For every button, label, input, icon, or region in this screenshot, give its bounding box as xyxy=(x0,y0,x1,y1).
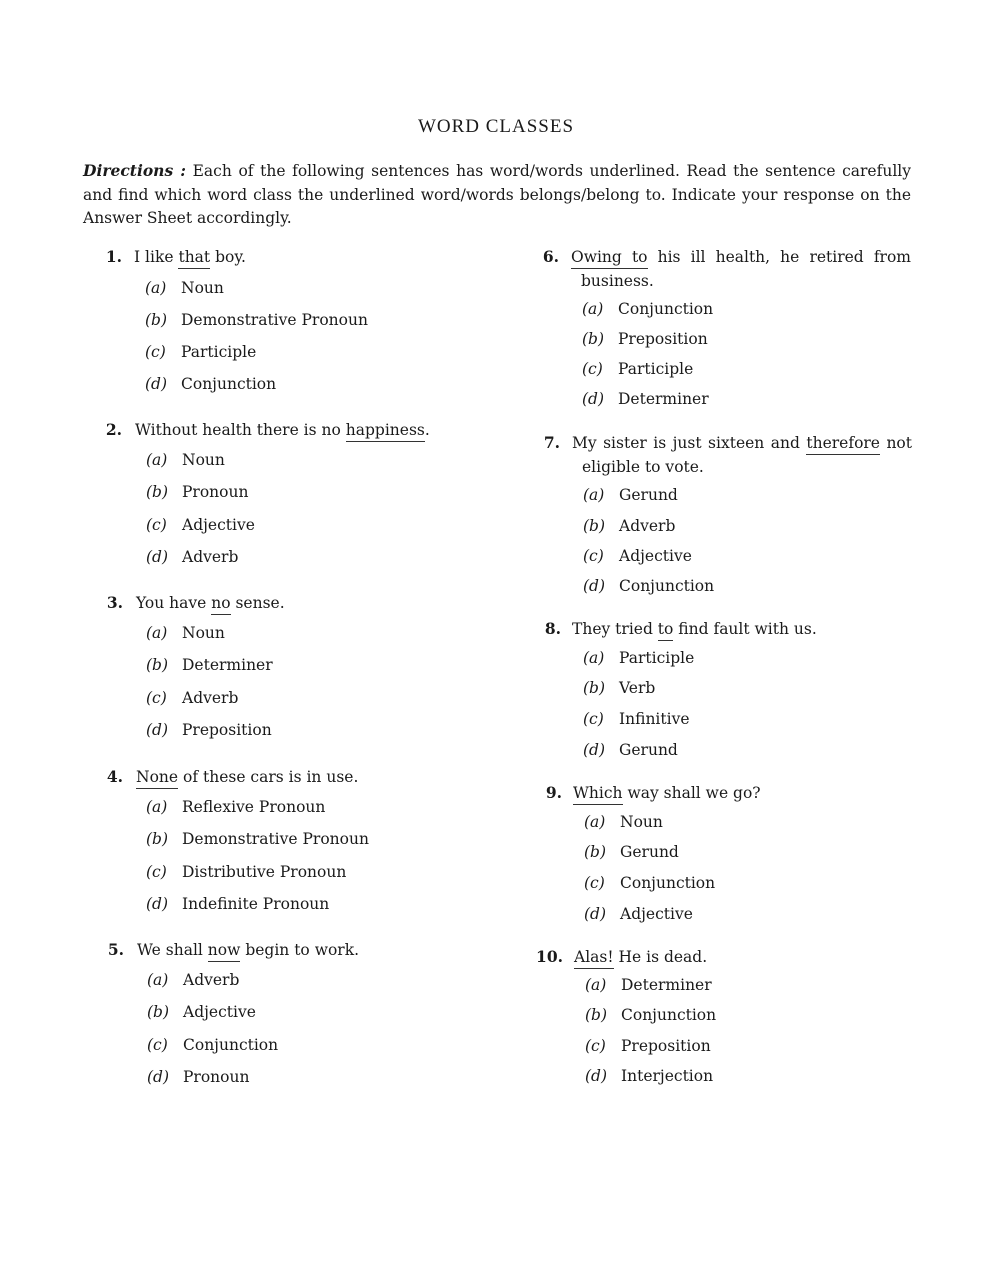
page-title: WORD CLASSES xyxy=(417,116,575,137)
option-text: Adjective xyxy=(620,905,693,923)
option-text: Noun xyxy=(181,279,224,297)
option-letter: (d) xyxy=(582,390,605,408)
option-letter: (c) xyxy=(146,863,167,881)
option-letter: (d) xyxy=(583,741,606,759)
option-text: Adverb xyxy=(182,548,239,566)
question-stem xyxy=(571,245,911,293)
option-text: Adjective xyxy=(619,547,692,565)
option-text: Adverb xyxy=(182,689,239,707)
question-stem xyxy=(572,431,912,479)
option-text: Demonstrative Pronoun xyxy=(181,311,368,329)
question-stem xyxy=(137,938,477,962)
question-number: 9. xyxy=(545,783,562,802)
stem-text: They tried xyxy=(572,620,658,638)
stem-text: sense. xyxy=(230,594,285,612)
option-letter: (d) xyxy=(146,721,169,739)
option-text: Demonstrative Pronoun xyxy=(182,830,369,848)
option-text: Participle xyxy=(619,649,695,667)
option-letter: (d) xyxy=(146,548,169,566)
option-letter: (c) xyxy=(147,1036,168,1054)
option-letter: (c) xyxy=(583,547,604,565)
question-stem xyxy=(573,781,913,805)
option-letter: (c) xyxy=(146,689,167,707)
option-letter: (c) xyxy=(585,1037,606,1055)
option-text: Noun xyxy=(620,813,663,831)
stem-text: We shall xyxy=(137,941,208,959)
option-text: Adverb xyxy=(619,517,676,535)
question-number: 6. xyxy=(542,247,559,266)
option-text: Distributive Pronoun xyxy=(182,863,347,881)
underlined-word: to xyxy=(658,620,674,641)
option-text: Adverb xyxy=(183,971,240,989)
option-text: Conjunction xyxy=(618,300,714,318)
option-letter: (c) xyxy=(584,874,605,892)
option-letter: (b) xyxy=(583,517,606,535)
option-text: Gerund xyxy=(620,843,679,861)
stem-text: his ill health, he retired from business. xyxy=(581,248,911,290)
option-letter: (d) xyxy=(584,905,607,923)
option-text: Interjection xyxy=(621,1067,714,1085)
option-letter: (d) xyxy=(146,895,169,913)
option-letter: (c) xyxy=(583,710,604,728)
question-stem xyxy=(572,617,912,641)
option-text: Conjunction xyxy=(619,577,715,595)
option-text: Infinitive xyxy=(619,710,690,728)
option-text: Conjunction xyxy=(620,874,716,892)
underlined-word: no xyxy=(211,594,230,615)
option-letter: (a) xyxy=(147,971,169,989)
question-stem xyxy=(574,945,914,969)
option-text: Pronoun xyxy=(182,483,249,501)
option-letter: (a) xyxy=(582,300,604,318)
question-number: 10. xyxy=(536,947,563,966)
option-text: Determiner xyxy=(182,656,273,674)
option-letter: (b) xyxy=(582,330,605,348)
stem-text: boy. xyxy=(210,248,246,266)
option-letter: (b) xyxy=(145,311,168,329)
option-text: Pronoun xyxy=(183,1068,250,1086)
option-letter: (b) xyxy=(584,843,607,861)
option-letter: (a) xyxy=(145,279,167,297)
option-letter: (c) xyxy=(582,360,603,378)
question-number: 5. xyxy=(107,940,124,959)
option-letter: (d) xyxy=(585,1067,608,1085)
option-text: Conjunction xyxy=(621,1006,717,1024)
option-letter: (c) xyxy=(145,343,166,361)
option-text: Noun xyxy=(182,624,225,642)
stem-text: My sister is just sixteen and xyxy=(572,434,807,452)
option-text: Preposition xyxy=(621,1037,711,1055)
option-letter: (a) xyxy=(583,649,605,667)
option-text: Gerund xyxy=(619,741,678,759)
stem-text: begin to work. xyxy=(240,941,360,959)
option-text: Verb xyxy=(619,679,656,697)
option-text: Participle xyxy=(181,343,257,361)
option-letter: (b) xyxy=(146,483,169,501)
option-letter: (d) xyxy=(583,577,606,595)
stem-text: not eligible to vote. xyxy=(582,434,912,476)
underlined-word: None xyxy=(136,768,178,789)
underlined-word: that xyxy=(178,248,210,269)
question-number: 1. xyxy=(105,247,122,266)
option-text: Noun xyxy=(182,451,225,469)
option-letter: (b) xyxy=(146,830,169,848)
option-letter: (d) xyxy=(145,375,168,393)
option-letter: (a) xyxy=(146,624,168,642)
option-text: Conjunction xyxy=(183,1036,279,1054)
underlined-word: now xyxy=(208,941,241,962)
option-text: Gerund xyxy=(619,486,678,504)
underlined-word: Owing to xyxy=(571,248,648,269)
underlined-word: Which xyxy=(573,784,623,805)
question-stem xyxy=(136,765,476,789)
stem-text: . xyxy=(424,421,430,439)
option-text: Adjective xyxy=(183,1003,256,1021)
option-text: Preposition xyxy=(618,330,708,348)
question-number: 4. xyxy=(106,767,123,786)
option-letter: (a) xyxy=(584,813,606,831)
question-number: 7. xyxy=(543,433,560,452)
question-number: 2. xyxy=(105,420,122,439)
question-number: 3. xyxy=(106,593,123,612)
underlined-word: therefore xyxy=(806,434,880,455)
underlined-word: happiness xyxy=(346,421,425,442)
option-letter: (b) xyxy=(147,1003,170,1021)
stem-text: He is dead. xyxy=(613,948,708,966)
option-text: Determiner xyxy=(618,390,709,408)
underlined-word: Alas! xyxy=(574,948,614,969)
question-stem xyxy=(135,418,475,442)
option-text: Adjective xyxy=(182,516,255,534)
stem-text: Without health there is no xyxy=(135,421,346,439)
stem-text: way shall we go? xyxy=(622,784,761,802)
option-letter: (a) xyxy=(146,798,168,816)
option-letter: (b) xyxy=(146,656,169,674)
stem-text: I like xyxy=(134,248,179,266)
stem-text: find fault with us. xyxy=(673,620,817,638)
directions xyxy=(83,159,911,231)
option-letter: (a) xyxy=(583,486,605,504)
option-letter: (d) xyxy=(147,1068,170,1086)
question-stem xyxy=(136,591,476,615)
directions-label: Directions : xyxy=(83,161,186,180)
question-number: 8. xyxy=(544,619,561,638)
question-stem xyxy=(134,245,474,269)
option-letter: (a) xyxy=(146,451,168,469)
directions-text: Each of the following sentences has word/words underlined. Read the sentence carefully and find which word class the underlined word/words belongs/belong to. Indicate your response on the Answer Sheet accordingly. xyxy=(83,162,911,227)
option-text: Preposition xyxy=(182,721,272,739)
option-letter: (c) xyxy=(146,516,167,534)
option-text: Determiner xyxy=(621,976,712,994)
option-letter: (b) xyxy=(585,1006,608,1024)
option-text: Conjunction xyxy=(181,375,277,393)
option-text: Participle xyxy=(618,360,694,378)
stem-text: You have xyxy=(136,594,212,612)
option-text: Reflexive Pronoun xyxy=(182,798,326,816)
option-letter: (b) xyxy=(583,679,606,697)
option-letter: (a) xyxy=(585,976,607,994)
option-text: Indefinite Pronoun xyxy=(182,895,330,913)
stem-text: of these cars is in use. xyxy=(178,768,359,786)
